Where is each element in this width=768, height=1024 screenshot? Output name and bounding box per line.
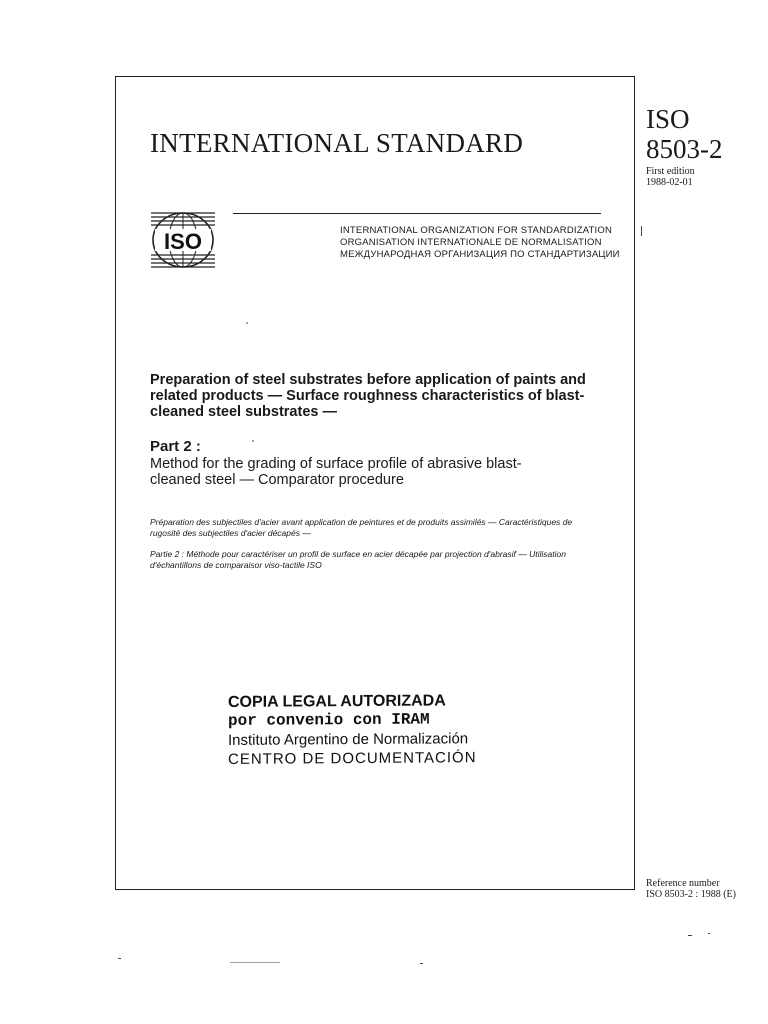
stamp-line-4: CENTRO DE DOCUMENTACIÓN: [228, 749, 477, 768]
org-name-english: INTERNATIONAL ORGANIZATION FOR STANDARDIZATION: [340, 225, 613, 236]
document-title: Preparation of steel substrates before application of paints and related products — Surface roughness characteristics of blast-cleaned steel substrates —: [150, 372, 586, 420]
reference-label: Reference number: [646, 878, 720, 889]
reference-number: [646, 878, 736, 900]
org-name-french: ORGANISATION INTERNATIONALE DE NORMALISATION: [340, 237, 602, 248]
legal-copy-stamp: [228, 692, 498, 768]
organization-names: [340, 225, 620, 261]
stamp-line-1: COPIA LEGAL AUTORIZADA: [228, 692, 446, 711]
iso-label: ISO: [646, 104, 690, 134]
org-name-russian: МЕЖДУНАРОДНАЯ ОРГАНИЗАЦИЯ ПО СТАНДАРТИЗАЦИИ: [340, 249, 620, 260]
french-title: Préparation des subjectiles d'acier avant application de peintures et de produits assimilés — Caractéristiques de rugosité des subjectiles d'acier décapés —: [150, 517, 573, 538]
french-part-title: Partie 2 : Méthode pour caractériser un profil de surface en acier décapée par projection d'abrasif — Utilisation d'échantillons de comparaisor viso-tactile ISO: [150, 549, 566, 570]
logo-text: ISO: [164, 229, 202, 254]
stamp-line-2: por convenio con IRAM: [228, 710, 430, 730]
iso-logo: [151, 211, 215, 269]
main-title: INTERNATIONAL STANDARD: [150, 128, 524, 158]
iso-number: 8503-2: [646, 134, 723, 164]
edition-date: 1988-02-01: [646, 177, 693, 188]
organization-rule: [233, 213, 601, 214]
edition-label: First edition: [646, 166, 695, 177]
part-description: Method for the grading of surface profile of abrasive blast-cleaned steel — Comparator procedure: [150, 456, 522, 488]
edition-info: [646, 166, 695, 188]
part-label: Part 2 :: [150, 438, 201, 455]
stamp-line-3: Instituto Argentino de Normalización: [228, 730, 469, 749]
reference-value: ISO 8503-2 : 1988 (E): [646, 889, 736, 900]
